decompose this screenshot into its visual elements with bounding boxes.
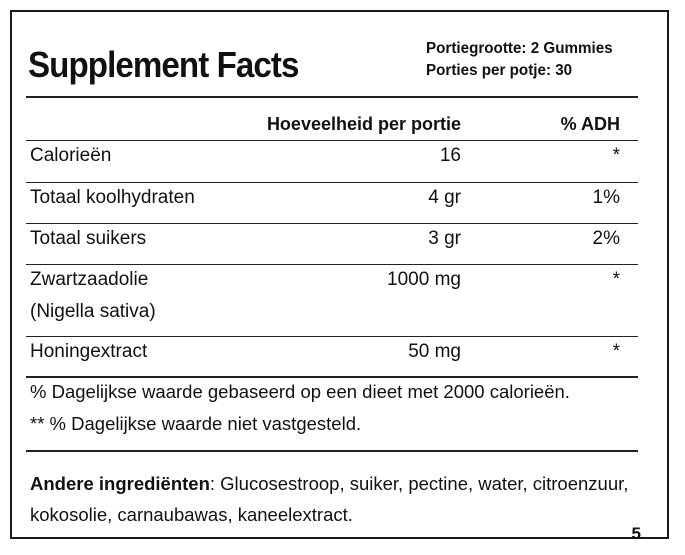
row-amount-black-seed-oil: 1000 mg bbox=[387, 269, 461, 290]
ingredients-list: : Glucosestroop, suiker, pectine, water, citroenzuur, kokosolie, carnaubawas, kaneelextract. bbox=[30, 473, 629, 525]
divider-footnotes bbox=[26, 450, 638, 452]
serving-info bbox=[426, 38, 613, 82]
row-name-honey-extract: Honingextract bbox=[30, 341, 148, 362]
divider-top bbox=[26, 96, 638, 98]
row-dv-black-seed-oil: * bbox=[612, 269, 620, 290]
row-amount-calories: 16 bbox=[439, 145, 461, 166]
panel-title: Supplement Facts bbox=[28, 44, 299, 85]
other-ingredients bbox=[30, 468, 642, 530]
row-name-black-seed-oil: Zwartzaadolie bbox=[30, 269, 149, 290]
ingredients-label: Andere ingrediënten bbox=[30, 473, 210, 494]
page-number: 5 bbox=[631, 524, 641, 543]
header-dv: % ADH bbox=[560, 114, 620, 134]
serving-size: Portiegrootte: 2 Gummies bbox=[426, 40, 613, 57]
servings-per-container: Porties per potje: 30 bbox=[426, 62, 573, 79]
row-divider bbox=[26, 264, 638, 265]
row-divider bbox=[26, 336, 638, 337]
row-name-carbs: Totaal koolhydraten bbox=[30, 187, 195, 208]
row-dv-sugars: 2% bbox=[592, 228, 620, 249]
footnote-not-established: ** % Dagelijkse waarde niet vastgesteld. bbox=[30, 413, 362, 434]
row-dv-calories: * bbox=[612, 145, 620, 166]
row-name-black-seed-oil-latin: (Nigella sativa) bbox=[30, 301, 156, 322]
supplement-facts-panel bbox=[10, 10, 669, 543]
row-dv-honey-extract: * bbox=[612, 341, 620, 362]
row-dv-carbs: 1% bbox=[592, 187, 620, 208]
row-amount-sugars: 3 gr bbox=[428, 228, 461, 249]
row-divider bbox=[26, 223, 638, 224]
row-name-sugars: Totaal suikers bbox=[30, 228, 147, 249]
footnote-dv: % Dagelijkse waarde gebaseerd op een dieet met 2000 calorieën. bbox=[30, 381, 570, 402]
row-name-calories: Calorieën bbox=[30, 145, 112, 166]
row-amount-carbs: 4 gr bbox=[428, 187, 461, 208]
header-amount: Hoeveelheid per portie bbox=[266, 114, 461, 134]
row-amount-honey-extract: 50 mg bbox=[408, 341, 461, 362]
row-divider bbox=[26, 182, 638, 183]
divider-header bbox=[26, 140, 638, 141]
